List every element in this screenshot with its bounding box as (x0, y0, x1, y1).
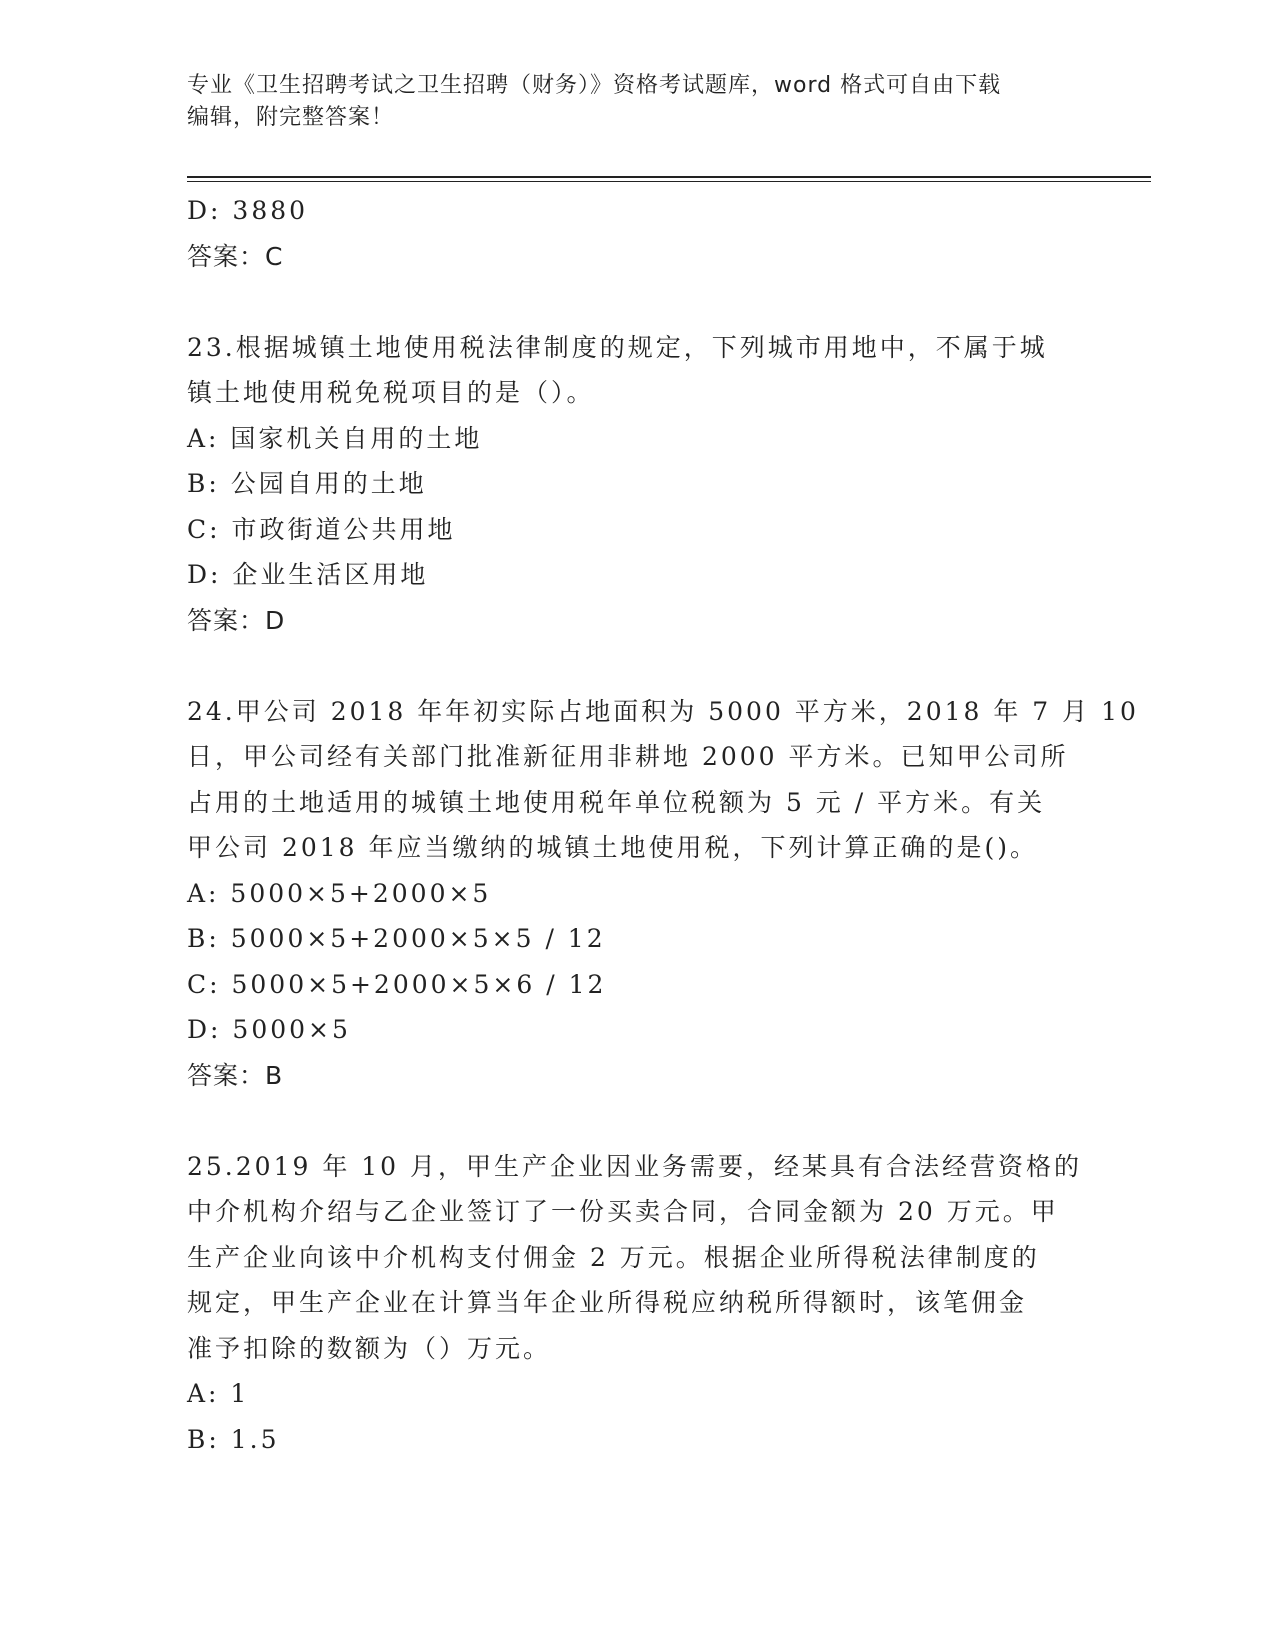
q25-stem-line-4: 规定，甲生产企业在计算当年企业所得税应纳税所得额时，该笔佣金 (187, 1288, 1028, 1317)
q23-option-d: D: 企业生活区用地 (187, 560, 429, 589)
q23-answer: 答案：D (187, 605, 286, 635)
q23-stem-line-2: 镇土地使用税免税项目的是（）。 (187, 378, 595, 407)
q24-option-a: A: 5000×5+2000×5 (187, 878, 492, 908)
q24-stem-line-3: 占用的土地适用的城镇土地使用税年单位税额为 5 元 / 平方米。有关 (187, 787, 1046, 817)
q24-stem-line-4: 甲公司 2018 年应当缴纳的城镇土地使用税，下列计算正确的是()。 (187, 833, 1039, 862)
q25-stem-line-1: 25.2019 年 10 月，甲生产企业因业务需要，经某具有合法经营资格的 (187, 1151, 1083, 1181)
spacer (187, 1098, 1087, 1144)
question-list (187, 188, 1139, 1462)
q25-stem-line-5: 准予扣除的数额为（）万元。 (187, 1333, 552, 1363)
q23-option-b: B: 公园自用的土地 (187, 469, 427, 498)
header-line-2: 编辑，附完整答案！ (187, 105, 395, 130)
q22-option-d: D: 3880 (187, 196, 309, 225)
q24-stem-line-2: 日，甲公司经有关部门批准新征用非耕地 2000 平方米。已知甲公司所 (187, 742, 1069, 771)
q25-option-b: B: 1.5 (187, 1424, 280, 1454)
spacer (187, 643, 1087, 689)
q23-stem-line-1: 23.根据城镇土地使用税法律制度的规定，下列城市用地中，不属于城 (187, 332, 1048, 362)
q24-answer: 答案：B (187, 1060, 284, 1090)
spacer (187, 279, 1087, 325)
q25-stem-line-2: 中介机构介绍与乙企业签订了一份买卖合同，合同金额为 20 万元。甲 (187, 1197, 1059, 1226)
q22-answer: 答案：C (187, 241, 284, 271)
header-divider-thick (187, 176, 1151, 178)
header-divider-thin (187, 181, 1151, 182)
q24-option-c: C: 5000×5+2000×5×6 / 12 (187, 969, 607, 999)
q24-option-d: D: 5000×5 (187, 1015, 351, 1044)
q24-stem-line-1: 24.甲公司 2018 年年初实际占地面积为 5000 平方米，2018 年 7 月 10 (187, 696, 1139, 726)
page-header (187, 70, 1087, 134)
header-line-1: 专业《卫生招聘考试之卫生招聘（财务）》资格考试题库，word 格式可自由下载 (187, 73, 1002, 98)
q25-option-a: A: 1 (187, 1379, 250, 1408)
q24-option-b: B: 5000×5+2000×5×5 / 12 (187, 924, 606, 953)
q25-stem-line-3: 生产企业向该中介机构支付佣金 2 万元。根据企业所得税法律制度的 (187, 1242, 1040, 1272)
q23-option-c: C: 市政街道公共用地 (187, 514, 456, 544)
q23-option-a: A: 国家机关自用的土地 (187, 423, 483, 453)
